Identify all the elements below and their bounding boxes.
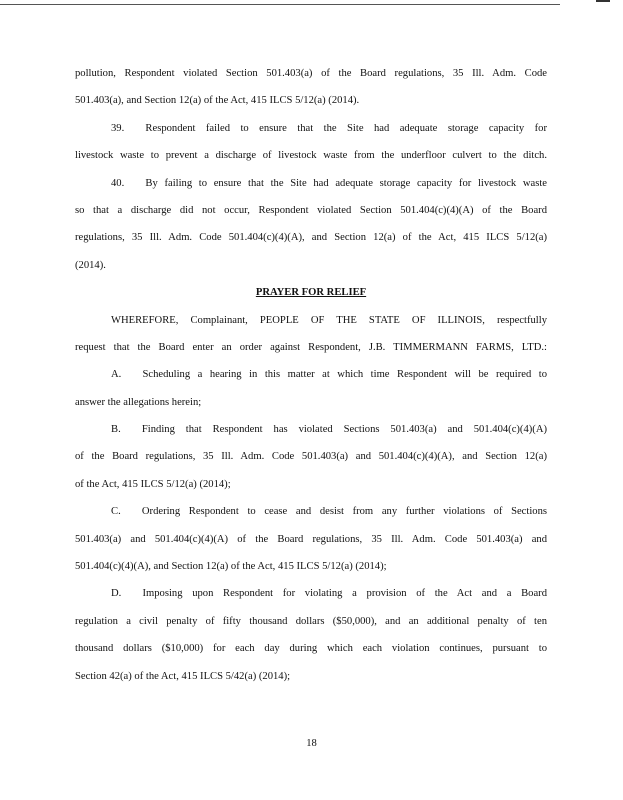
relief-b-line-3: of the Act, 415 ILCS 5/12(a) (2014);: [75, 478, 231, 490]
relief-a-line-1: A. Scheduling a hearing in this matter at which time Respondent will be required to: [111, 369, 547, 381]
paragraph-40-line-4: (2014).: [75, 259, 106, 271]
relief-c-line-1: C. Ordering Respondent to cease and desist from any further violations of Sections: [111, 506, 547, 518]
wherefore-line-1: WHEREFORE, Complainant, PEOPLE OF THE STATE OF ILLINOIS, respectfully: [111, 314, 547, 326]
wherefore-line-2: request that the Board enter an order against Respondent, J.B. TIMMERMANN FARMS, LTD.:: [75, 341, 547, 353]
corner-scan-mark: [596, 0, 610, 2]
relief-b-line-1: B. Finding that Respondent has violated Sections 501.403(a) and 501.404(c)(4)(A): [111, 424, 547, 436]
relief-c-line-2: 501.403(a) and 501.404(c)(4)(A) of the Board regulations, 35 Ill. Adm. Code 501.403(a) and: [75, 533, 547, 545]
paragraph-40-line-3: regulations, 35 Ill. Adm. Code 501.404(c)(4)(A), and Section 12(a) of the Act, 415 ILCS 5/12(a): [75, 232, 547, 244]
relief-d-line-3: thousand dollars ($10,000) for each day during which each violation continues, pursuant to: [75, 643, 547, 655]
relief-c-line-3: 501.404(c)(4)(A), and Section 12(a) of the Act, 415 ILCS 5/12(a) (2014);: [75, 561, 387, 573]
paragraph-38-line-1: pollution, Respondent violated Section 501.403(a) of the Board regulations, 35 Ill. Adm. Code: [75, 68, 547, 79]
paragraph-40-line-2: so that a discharge did not occur, Respondent violated Section 501.404(c)(4)(A) of the Board: [75, 204, 547, 216]
top-scan-rule: [0, 4, 560, 5]
paragraph-40-line-1: 40. By failing to ensure that the Site had adequate storage capacity for livestock waste: [111, 177, 547, 189]
relief-d-line-1: D. Imposing upon Respondent for violating a provision of the Act and a Board: [111, 588, 547, 600]
relief-a-line-2: answer the allegations herein;: [75, 396, 202, 408]
section-heading-prayer-for-relief: PRAYER FOR RELIEF: [255, 287, 367, 299]
paragraph-39-line-1: 39. Respondent failed to ensure that the Site had adequate storage capacity for: [111, 122, 547, 134]
relief-d-line-4: Section 42(a) of the Act, 415 ILCS 5/42(a) (2014);: [75, 670, 291, 682]
relief-d-line-2: regulation a civil penalty of fifty thousand dollars ($50,000), and an additional penalty of ten: [75, 615, 547, 627]
page-number: 18: [306, 738, 317, 749]
document-body: [75, 60, 547, 690]
paragraph-39-line-2: livestock waste to prevent a discharge of livestock waste from the underfloor culvert to the ditch.: [75, 150, 547, 162]
relief-b-line-2: of the Board regulations, 35 Ill. Adm. Code 501.403(a) and 501.404(c)(4)(A), and Section 12(a): [75, 451, 547, 463]
paragraph-38-line-2: 501.403(a), and Section 12(a) of the Act, 415 ILCS 5/12(a) (2014).: [75, 95, 360, 107]
